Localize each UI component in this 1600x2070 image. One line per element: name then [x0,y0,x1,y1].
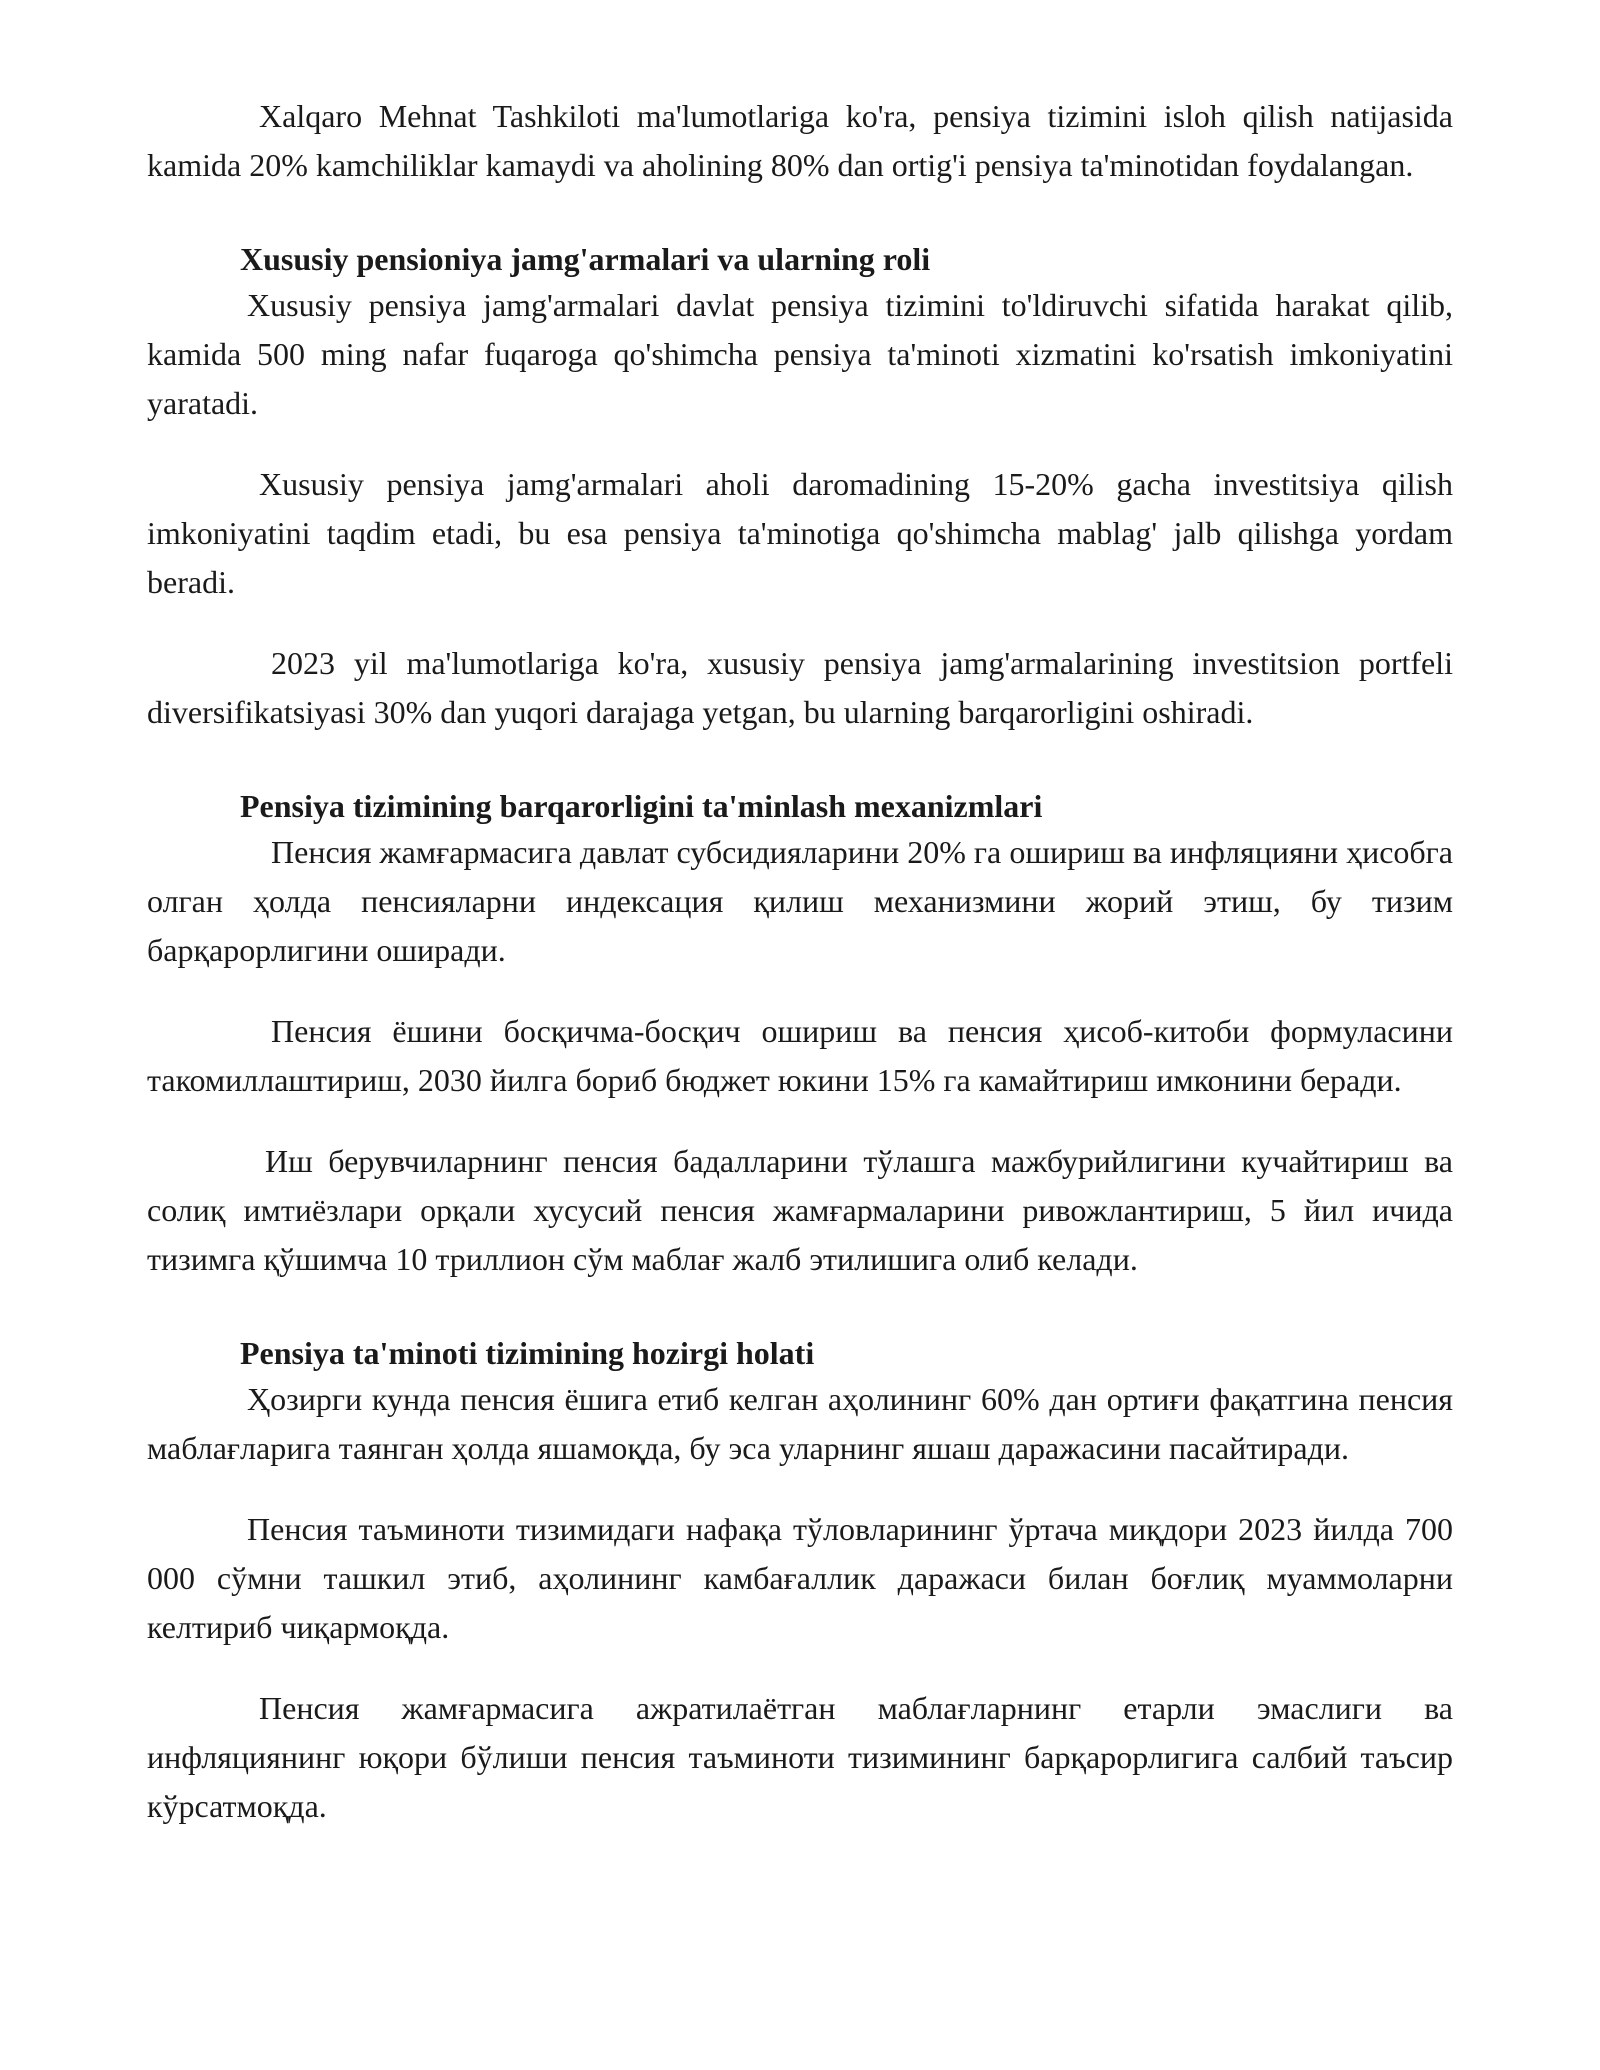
paragraph-portfolio-diversification: 2023 yil ma'lumotlariga ko'ra, xususiy pensiya jamg'armalarining investitsion portfeli diversifikatsiyasi 30% dan yuqori darajaga yetgan, bu ularning barqarorligini oshiradi. [147,645,1453,730]
paragraph-retirement-age: Пенсия ёшини босқичма-босқич ошириш ва пенсия ҳисоб-китоби формуласини такомиллаштириш, 2030 йилга бориб бюджет юкини 15% га камайтириш имконини беради. [147,1013,1453,1098]
paragraph-ilo-reform: Xalqaro Mehnat Tashkiloti ma'lumotlariga ko'ra, pensiya tizimini isloh qilish natijasida kamida 20% kamchiliklar kamaydi va aholining 80% dan ortig'i pensiya ta'minotidan foydalangan. [147,98,1453,183]
paragraph-insufficient-funds: Пенсия жамғармасига ажратилаётган маблағларнинг етарли эмаслиги ва инфляциянинг юқори бўлиши пенсия таъминоти тизимининг барқарорлигига салбий таъсир кўрсатмоқда. [147,1690,1453,1824]
document-page [147,92,1453,1831]
paragraph-pension-dependence: Ҳозирги кунда пенсия ёшига етиб келган аҳолининг 60% дан ортиғи фақатгина пенсия маблағларига таянган ҳолда яшамоқда, бу эса уларнинг яшаш даражасини пасайтиради. [147,1381,1453,1466]
section-heading-stability-mechanisms: Pensiya tizimining barqarorligini ta'minlash mexanizmlari [240,788,1043,824]
paragraph-private-funds-role: Xususiy pensiya jamg'armalari davlat pensiya tizimini to'ldiruvchi sifatida harakat qilib, kamida 500 ming nafar fuqaroga qo'shimcha pensiya ta'minoti xizmatini ko'rsatish imkoniyatini yaratadi. [147,287,1453,421]
paragraph-employer-contributions: Иш берувчиларнинг пенсия бадалларини тўлашга мажбурийлигини кучайтириш ва солиқ имтиёзлари орқали хусусий пенсия жамғармаларини ривожлантириш, 5 йил ичида тизимга қўшимча 10 триллион сўм маблағ жалб этилишига олиб келади. [147,1143,1453,1277]
paragraph-private-funds-investment: Xususiy pensiya jamg'armalari aholi daromadining 15-20% gacha investitsiya qilish imkoniyatini taqdim etadi, bu esa pensiya ta'minotiga qo'shimcha mablag' jalb qilishga yordam beradi. [147,466,1453,600]
paragraph-average-pension: Пенсия таъминоти тизимидаги нафақа тўловларининг ўртача миқдори 2023 йилда 700 000 сўмни ташкил этиб, аҳолининг камбағаллик даражаси билан боғлиқ муаммоларни келтириб чиқармоқда. [147,1511,1453,1645]
section-heading-private-funds: Xususiy pensioniya jamg'armalari va ularning roli [240,241,931,277]
paragraph-subsidies-indexation: Пенсия жамғармасига давлат субсидияларини 20% га ошириш ва инфляцияни ҳисобга олган ҳолда пенсияларни индексация қилиш механизмини жорий этиш, бу тизим барқарорлигини оширади. [147,834,1453,968]
section-heading-current-state: Pensiya ta'minoti tizimining hozirgi holati [240,1335,815,1371]
